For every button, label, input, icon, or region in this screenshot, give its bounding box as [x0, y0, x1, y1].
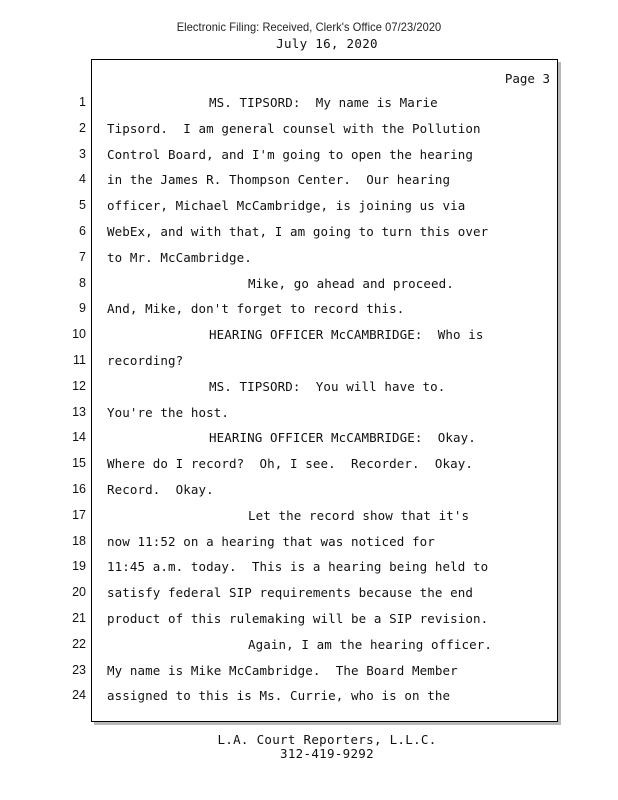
line-number: 17	[72, 507, 86, 522]
transcript-line: My name is Mike McCambridge. The Board Member	[107, 662, 458, 678]
page-label: Page 3	[504, 71, 550, 86]
transcript-line: satisfy federal SIP requirements because the end	[107, 585, 474, 601]
transcript-line: And, Mike, don't forget to record this.	[107, 301, 405, 317]
transcript-line: now 11:52 on a hearing that was noticed for	[107, 533, 435, 549]
reporter-phone: 312-419-9292	[280, 746, 374, 761]
line-number: 11	[73, 352, 86, 367]
line-number: 15	[72, 456, 86, 471]
line-number: 21	[72, 610, 86, 625]
transcript-line: recording?	[107, 352, 184, 368]
line-number: 9	[79, 301, 86, 316]
line-number: 8	[79, 275, 86, 290]
filing-stamp: Electronic Filing: Received, Clerk's Office 07/23/2020	[176, 20, 442, 34]
transcript-line: Tipsord. I am general counsel with the Pollution	[107, 120, 481, 136]
line-number: 1	[79, 95, 86, 109]
line-number: 22	[72, 636, 86, 651]
transcript-line: Mike, go ahead and proceed.	[248, 275, 454, 291]
line-numbers	[56, 90, 86, 709]
transcript-line: 11:45 a.m. today. This is a hearing being held to	[107, 559, 489, 575]
footer	[0, 733, 618, 761]
line-number: 24	[72, 688, 86, 703]
line-number: 10	[72, 327, 86, 342]
transcript-line: Where do I record? Oh, I see. Recorder. Okay.	[107, 456, 474, 472]
line-number: 19	[72, 559, 86, 574]
transcript-line: product of this rulemaking will be a SIP revision.	[107, 610, 489, 626]
line-number: 12	[72, 378, 86, 393]
transcript-line: You're the host.	[107, 404, 230, 420]
line-number: 3	[79, 146, 86, 161]
transcript-line: Again, I am the hearing officer.	[248, 636, 493, 652]
line-number: 14	[72, 430, 86, 445]
transcript-line: in the James R. Thompson Center. Our hearing	[107, 172, 451, 188]
transcript-text	[107, 90, 547, 709]
transcript-line: officer, Michael McCambridge, is joining us via	[107, 198, 466, 214]
transcript-line: assigned to this is Ms. Currie, who is on the	[107, 688, 451, 704]
transcript-line: MS. TIPSORD: My name is Marie	[209, 95, 438, 110]
transcript-line: WebEx, and with that, I am going to turn this over	[107, 223, 489, 239]
line-number: 13	[72, 404, 86, 419]
line-number: 5	[79, 198, 86, 213]
transcript-line: Control Board, and I'm going to open the hearing	[107, 146, 474, 162]
transcript-line: Record. Okay.	[107, 481, 214, 497]
line-number: 18	[72, 533, 86, 548]
transcript-line: MS. TIPSORD: You will have to.	[209, 378, 446, 394]
line-number: 20	[72, 585, 86, 600]
transcript-line: HEARING OFFICER McCAMBRIDGE: Okay.	[209, 430, 476, 446]
line-number: 6	[79, 223, 86, 238]
line-number: 16	[72, 481, 86, 496]
transcript-date: July 16, 2020	[276, 36, 378, 51]
transcript-line: HEARING OFFICER McCAMBRIDGE: Who is	[209, 327, 484, 343]
line-number: 23	[72, 662, 86, 677]
line-number: 4	[79, 172, 86, 187]
line-number: 7	[79, 249, 86, 264]
line-number: 2	[79, 120, 86, 135]
transcript-line: Let the record show that it's	[248, 507, 470, 523]
reporter-company: L.A. Court Reporters, L.L.C.	[217, 732, 437, 747]
transcript-line: to Mr. McCambridge.	[107, 249, 252, 265]
